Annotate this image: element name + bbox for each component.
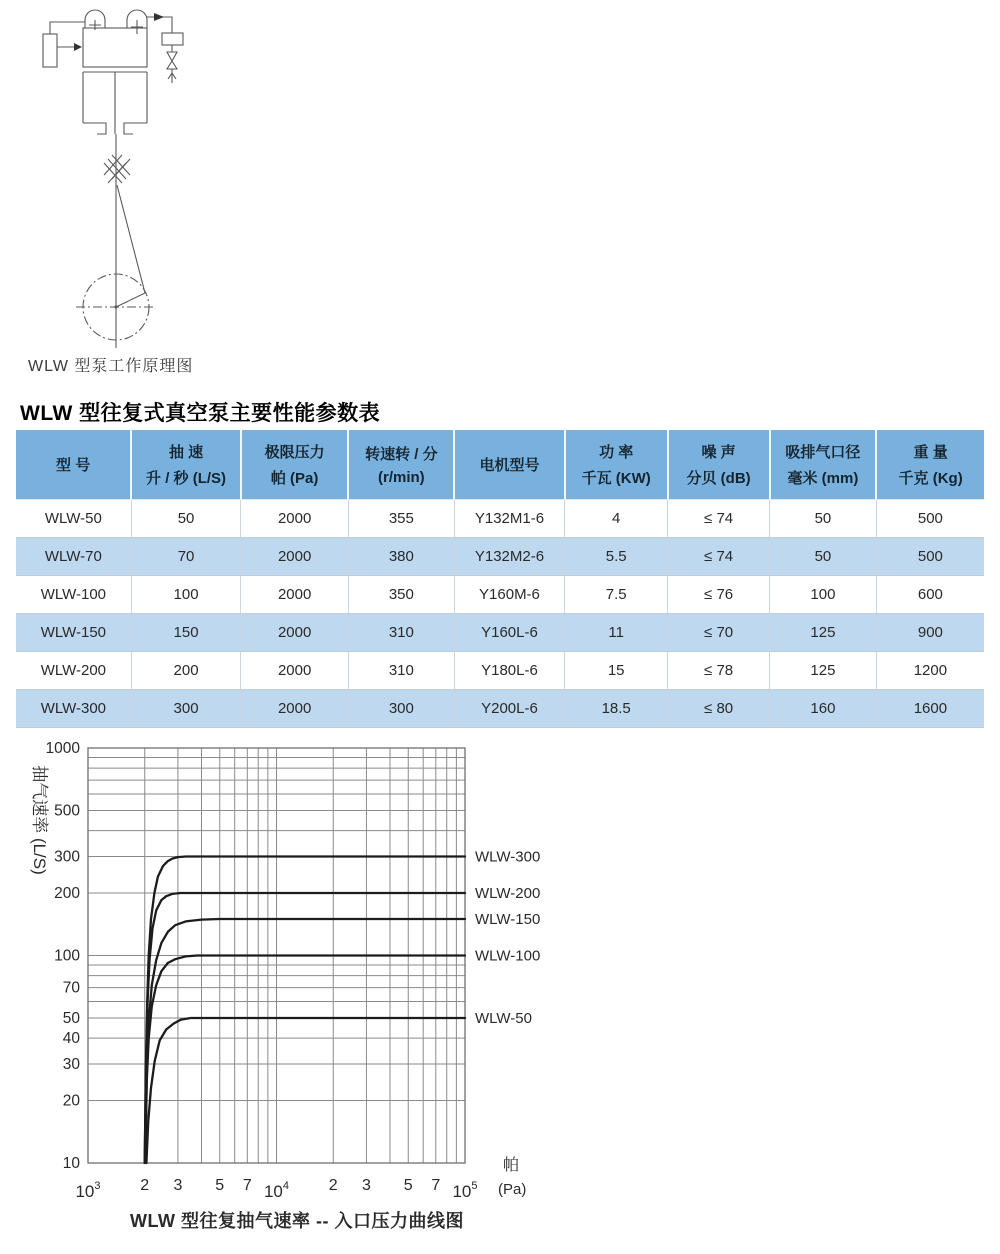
table-cell: 160 [770,690,877,728]
x-tick-label: 2 [328,1177,338,1194]
column-header: 转速转 / 分 (r/min) [348,430,454,500]
table-row [16,538,984,576]
outlet-flow-arrow [154,13,164,21]
y-tick-label: 200 [54,885,80,903]
table-cell: WLW-70 [16,538,131,576]
table-cell: 2000 [241,690,349,728]
table-row [16,614,984,652]
rod-seal-hatch [104,155,130,183]
params-table-head [16,430,984,500]
schematic-caption: WLW 型泵工作原理图 [28,358,194,375]
connecting-rod [117,185,145,293]
curve-WLW-200 [145,893,465,1163]
table-cell: 200 [131,652,241,690]
table-cell: WLW-200 [16,652,131,690]
table-row [16,690,984,728]
column-header: 吸排气口径 毫米 (mm) [770,430,877,500]
table-cell: 500 [876,538,984,576]
curve-label-WLW-300: WLW-300 [475,848,541,866]
table-cell: ≤ 70 [668,614,770,652]
table-cell: ≤ 74 [668,500,770,538]
table-cell: 900 [876,614,984,652]
x-tick-label: $10^5$ [452,1180,478,1201]
table-cell: Y160M-6 [454,576,565,614]
table-row [16,576,984,614]
params-table-wrap [16,430,984,728]
x-tick-label: 5 [403,1177,413,1194]
table-cell: Y200L-6 [454,690,565,728]
curve-label-WLW-50: WLW-50 [475,1009,532,1027]
table-cell: Y132M1-6 [454,500,565,538]
chart-wrap [0,735,560,1215]
y-tick-label: 70 [62,979,80,997]
chart-caption: WLW 型往复抽气速率 -- 入口压力曲线图 [130,1211,464,1231]
speed-pressure-chart [0,735,560,1210]
params-table-body [16,500,984,728]
table-cell: 310 [348,652,454,690]
table-row [16,500,984,538]
table-cell: WLW-300 [16,690,131,728]
y-axis-title: 抽气速率 (L/S) [30,765,49,875]
curve-WLW-50 [146,1018,465,1163]
inlet-flow-arrow [74,43,82,51]
table-cell: 1600 [876,690,984,728]
curve-label-WLW-200: WLW-200 [475,885,541,903]
table-cell: 355 [348,500,454,538]
table-cell: 150 [131,614,241,652]
y-tick-label: 500 [54,802,80,820]
x-tick-label: 7 [242,1177,252,1194]
table-cell: 100 [770,576,877,614]
curve-WLW-100 [145,956,465,1164]
params-table [16,430,984,728]
table-cell: ≤ 78 [668,652,770,690]
y-tick-label: 1000 [45,740,80,757]
y-tick-label: 100 [54,947,80,965]
x-tick-label: $10^4$ [263,1180,290,1201]
x-tick-label: 3 [361,1177,371,1194]
table-cell: Y160L-6 [454,614,565,652]
table-cell: 500 [876,500,984,538]
column-header: 重 量 千克 (Kg) [876,430,984,500]
table-cell: ≤ 74 [668,538,770,576]
table-cell: ≤ 76 [668,576,770,614]
y-tick-label: 40 [62,1030,80,1048]
x-tick-label: 5 [215,1177,225,1194]
pump-schematic [18,3,243,355]
table-cell: 18.5 [565,690,668,728]
table-cell: 11 [565,614,668,652]
table-cell: 7.5 [565,576,668,614]
table-cell: 350 [348,576,454,614]
table-cell: 2000 [241,614,349,652]
table-cell: 1200 [876,652,984,690]
x-tick-label: 2 [140,1177,150,1194]
table-cell: 50 [131,500,241,538]
y-tick-label: 30 [62,1055,80,1073]
table-cell: 300 [131,690,241,728]
table-cell: 70 [131,538,241,576]
column-header: 型 号 [16,430,131,500]
table-cell: 100 [131,576,241,614]
x-tick-label: 7 [431,1177,441,1194]
table-cell: 4 [565,500,668,538]
inlet-port [43,34,57,67]
x-unit-line1: 帕 [503,1157,520,1174]
table-cell: 2000 [241,652,349,690]
table-cell: 2000 [241,538,349,576]
x-tick-label: $10^3$ [75,1180,101,1201]
x-tick-label: 3 [173,1177,183,1194]
table-cell: 2000 [241,576,349,614]
table-cell: 310 [348,614,454,652]
table-cell: 125 [770,652,877,690]
column-header: 极限压力 帕 (Pa) [241,430,349,500]
table-cell: 600 [876,576,984,614]
table-cell: 5.5 [565,538,668,576]
curve-WLW-300 [145,857,465,1164]
y-tick-label: 20 [62,1092,80,1110]
table-cell: 300 [348,690,454,728]
table-cell: WLW-100 [16,576,131,614]
curve-label-WLW-150: WLW-150 [475,910,541,928]
table-cell: 15 [565,652,668,690]
outlet-valve [167,52,177,69]
y-tick-label: 10 [62,1155,80,1172]
y-tick-label: 50 [62,1009,80,1027]
table-cell: 380 [348,538,454,576]
table-cell: Y180L-6 [454,652,565,690]
table-cell: 50 [770,538,877,576]
header-row [16,430,984,500]
column-header: 抽 速 升 / 秒 (L/S) [131,430,241,500]
x-unit-line2: (Pa) [498,1181,527,1198]
table-cell: WLW-150 [16,614,131,652]
table-cell: ≤ 80 [668,690,770,728]
column-header: 功 率 千瓦 (KW) [565,430,668,500]
table-cell: Y132M2-6 [454,538,565,576]
table-cell: 125 [770,614,877,652]
table-cell: 50 [770,500,877,538]
outlet-muffler [162,33,183,45]
table-cell: WLW-50 [16,500,131,538]
table-cell: 2000 [241,500,349,538]
column-header: 噪 声 分贝 (dB) [668,430,770,500]
column-header: 电机型号 [454,430,565,500]
curve-label-WLW-100: WLW-100 [475,947,541,965]
table-row [16,652,984,690]
table-title: WLW 型往复式真空泵主要性能参数表 [20,402,381,425]
y-tick-label: 300 [54,848,80,866]
